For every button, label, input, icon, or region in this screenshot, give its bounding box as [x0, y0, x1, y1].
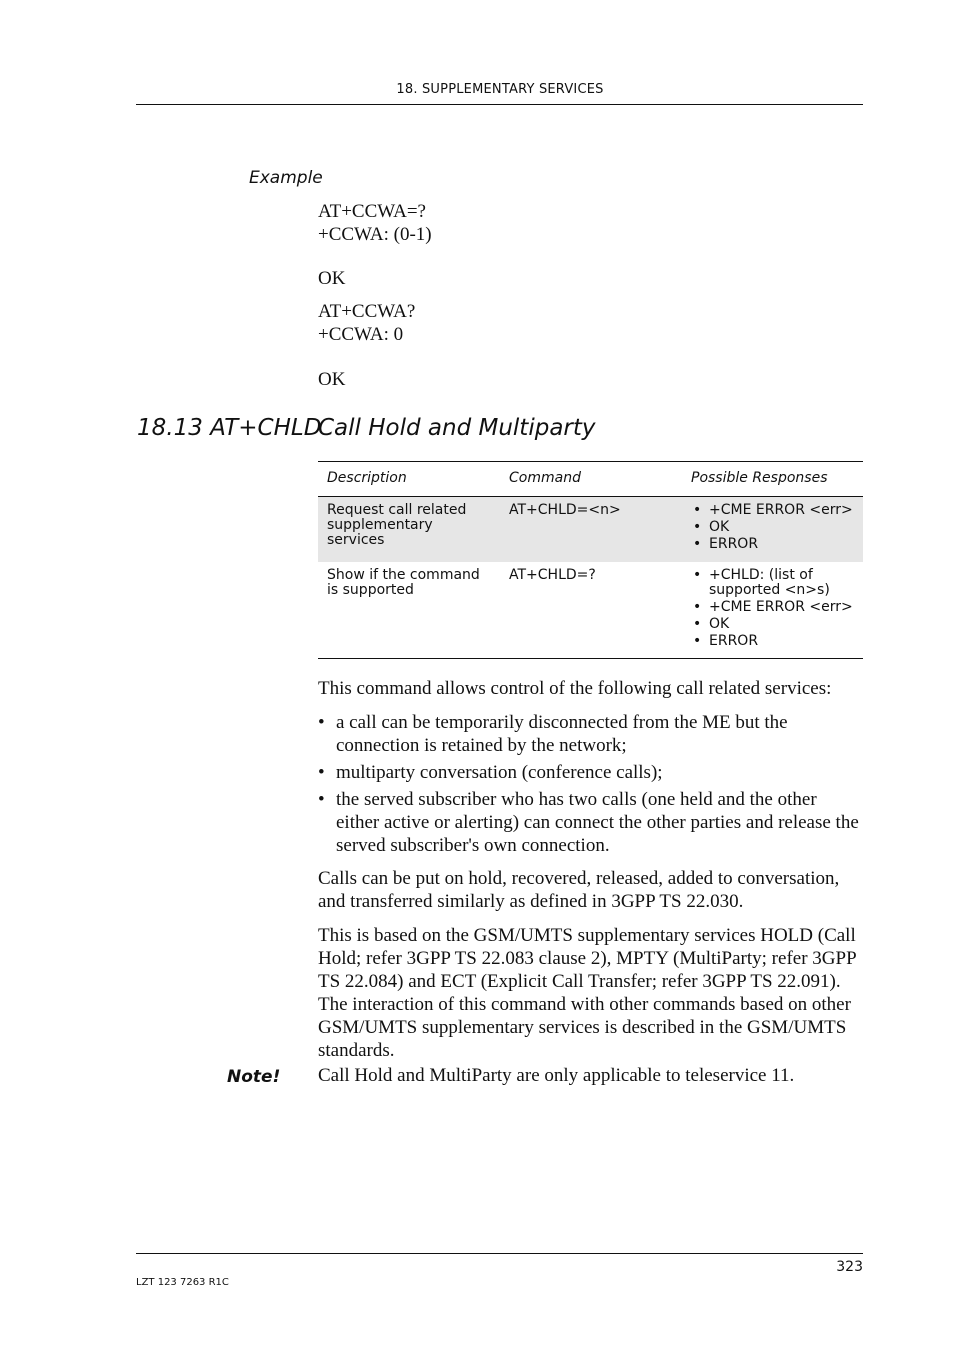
response-item: • OK	[691, 520, 854, 535]
table-row	[318, 497, 863, 563]
cell-responses	[682, 562, 863, 659]
page-number: 323	[836, 1259, 863, 1275]
body-text	[318, 677, 863, 1073]
table-header-row	[318, 462, 863, 497]
section-title: Call Hold and Multiparty	[318, 415, 596, 441]
example-label: Example	[249, 168, 323, 188]
example-line: AT+CCWA=?	[318, 201, 426, 222]
response-item: • +CME ERROR <err>	[691, 503, 854, 518]
note-label: Note!	[227, 1067, 281, 1087]
column-header-command: Command	[500, 462, 682, 497]
cell-command: AT+CHLD=<n>	[500, 497, 682, 563]
response-list	[691, 568, 854, 649]
services-list	[318, 711, 863, 857]
example-line: +CCWA: 0	[318, 324, 404, 345]
response-item: • OK	[691, 617, 854, 632]
footer-divider	[136, 1253, 863, 1254]
example-line: +CCWA: (0-1)	[318, 224, 432, 245]
cell-description: Request call related supplementary services	[318, 497, 500, 563]
column-header-responses: Possible Responses	[682, 462, 863, 497]
header-divider	[136, 104, 863, 105]
response-list	[691, 503, 854, 552]
example-block-1	[318, 200, 432, 246]
cell-description: Show if the command is supported	[318, 562, 500, 659]
list-item: • multiparty conversation (conference calls);	[318, 761, 863, 784]
response-item: • ERROR	[691, 537, 854, 552]
list-item: • a call can be temporarily disconnected from the ME but the connection is retained by the network;	[318, 711, 863, 757]
example-block-2	[318, 300, 415, 346]
response-item: • +CHLD: (list of supported <n>s)	[691, 568, 854, 598]
paragraph: This is based on the GSM/UMTS supplementary services HOLD (Call Hold; refer 3GPP TS 22.083 clause 2), MPTY (MultiParty; refer 3GPP TS 22.084) and ECT (Explicit Call Transfer; refer 3GPP TS 22.091). The interaction of this command with other commands based on other GSM/UMTS supplementary services is described in the GSM/UMTS standards.	[318, 925, 856, 1061]
response-item: • ERROR	[691, 634, 854, 649]
list-item: • the served subscriber who has two calls (one held and the other either active or alerting) can connect the other parties and release the served subscriber's own connection.	[318, 788, 863, 857]
section-number: 18.13 AT+CHLD	[137, 415, 322, 441]
running-header: 18. SUPPLEMENTARY SERVICES	[396, 82, 604, 97]
document-id: LZT 123 7263 R1C	[136, 1277, 229, 1288]
response-item: • +CME ERROR <err>	[691, 600, 854, 615]
example-line: AT+CCWA?	[318, 301, 416, 322]
paragraph: Calls can be put on hold, recovered, released, added to conversation, and transferred similarly as defined in 3GPP TS 22.030.	[318, 868, 840, 912]
column-header-description: Description	[318, 462, 500, 497]
cell-responses	[682, 497, 863, 563]
intro-paragraph: This command allows control of the following call related services:	[318, 678, 832, 699]
command-table	[318, 461, 863, 659]
example-ok-1: OK	[318, 268, 346, 289]
example-ok-2: OK	[318, 369, 346, 390]
cell-command: AT+CHLD=?	[500, 562, 682, 659]
table-row	[318, 562, 863, 659]
note-text: Call Hold and MultiParty are only applicable to teleservice 11.	[318, 1065, 795, 1086]
